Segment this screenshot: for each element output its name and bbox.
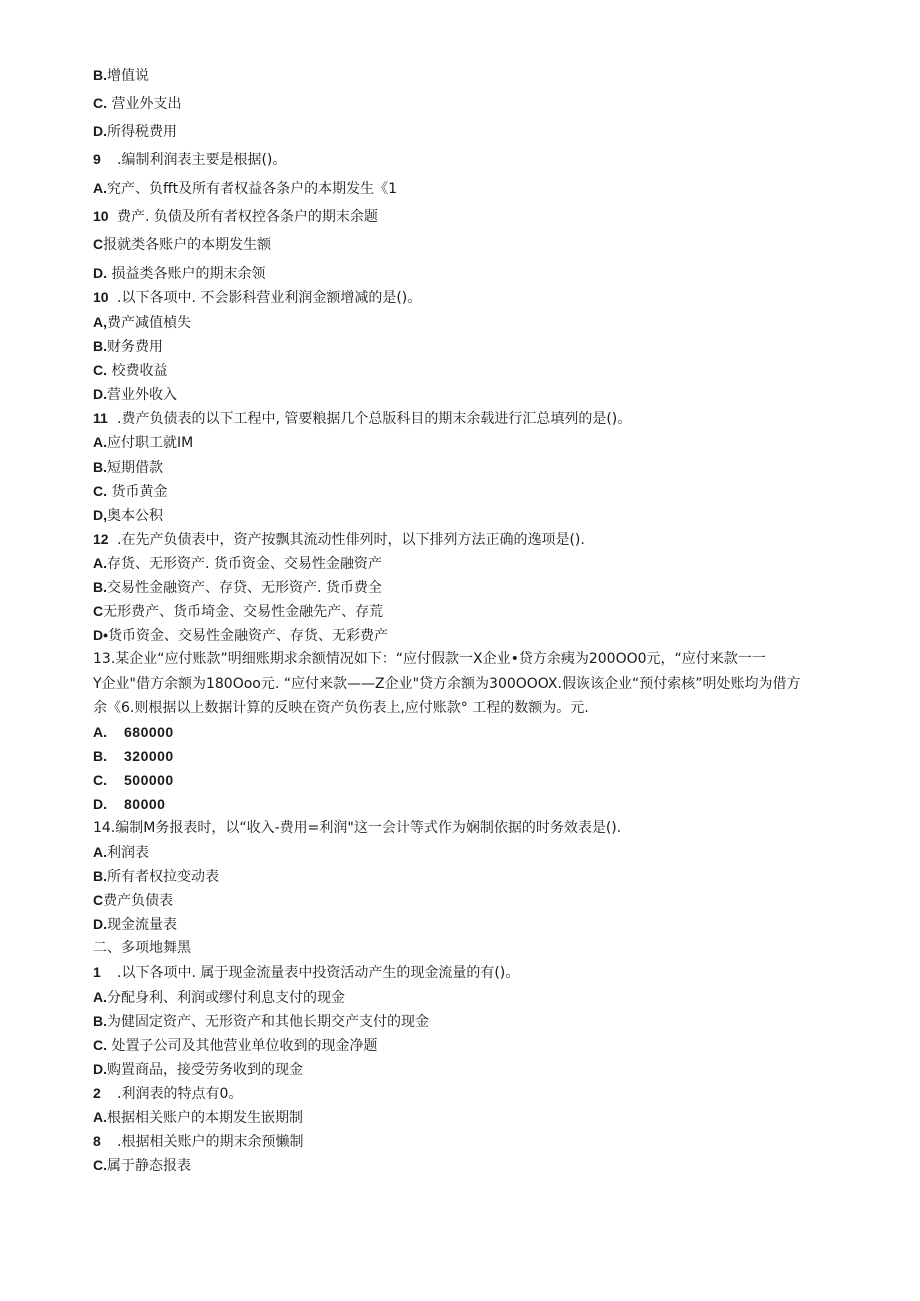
option-line	[93, 1108, 303, 1127]
option-text: 究产、负fft及所有者权益各条户的本期发生《1	[107, 181, 398, 197]
question-line	[93, 409, 631, 428]
option-line	[93, 915, 177, 934]
option-value: 80000	[124, 796, 166, 812]
option-label: D.	[93, 265, 107, 281]
option-line	[93, 122, 177, 141]
section-heading	[93, 939, 191, 957]
option-text: 现金流量表	[107, 917, 177, 933]
option-text: 购置商品，接受劳务收到的现金	[107, 1062, 303, 1078]
option-label: A.	[93, 180, 107, 196]
option-text: 属于静态报表	[107, 1158, 191, 1174]
option-label: A.	[93, 555, 107, 571]
option-label: B.	[93, 868, 107, 884]
option-label: A.	[93, 434, 107, 450]
question-line	[93, 288, 421, 307]
option-label: A.	[93, 989, 107, 1005]
section-heading-text: 二、多项地舞黑	[93, 940, 191, 956]
option-line	[93, 988, 345, 1007]
question-line	[93, 1084, 242, 1103]
option-label: 8	[93, 1133, 101, 1149]
option-line	[93, 723, 174, 742]
option-label: D•	[93, 627, 109, 643]
question-text: .编制利润表主要是根据()。	[117, 152, 287, 168]
option-text: 货币黄金	[107, 484, 168, 500]
option-label: B.	[93, 748, 107, 764]
option-line	[93, 1132, 303, 1151]
option-label: D.	[93, 1061, 107, 1077]
question-text: .在先产负债表中，资产按飘其流动性俳列时，以下排列方法正确的逸项是().	[117, 532, 585, 548]
option-label: D,	[93, 507, 107, 523]
option-line	[93, 795, 165, 814]
option-line	[93, 891, 173, 910]
option-text: 营业外支出	[107, 96, 182, 112]
option-line	[93, 506, 163, 525]
option-line	[93, 264, 265, 283]
option-text: 费产减值楨失	[107, 315, 191, 331]
option-text: 分配身利、利润或缪付利息支付的现金	[107, 990, 345, 1006]
option-text: 报就类各账户的本期发生额	[103, 237, 272, 253]
option-label: D.	[93, 123, 107, 139]
option-line	[93, 867, 219, 886]
question-line-continued	[93, 699, 589, 717]
question-line	[93, 819, 621, 837]
option-label: C.	[93, 362, 107, 378]
option-label: C.	[93, 95, 107, 111]
option-text: 所有者权拉变动表	[107, 869, 219, 885]
option-label: C.	[93, 483, 107, 499]
option-text: 校费收益	[107, 363, 168, 379]
question-text: .利润表的特点有0。	[117, 1086, 243, 1102]
option-text: 存货、无形资产. 货币资金、交易性金融资产	[107, 556, 382, 572]
option-line	[93, 235, 271, 254]
option-value: 320000	[124, 748, 174, 764]
option-label: C.	[93, 772, 107, 788]
option-line	[93, 1156, 191, 1175]
option-label: D.	[93, 386, 107, 402]
option-text: 奥本公积	[107, 508, 163, 524]
option-text: 处置子公司及其他营业单位收到的现金净题	[107, 1038, 378, 1054]
option-line	[93, 1012, 429, 1031]
option-label: C	[93, 892, 104, 908]
question-text: 13.某企业“应付账款”明细账期求余额情况如下：“应付假款一X企业•贷方余痍为200OO0元，“应付来款一一	[93, 651, 766, 667]
option-text: .根据相关账户的期末余预懒制	[117, 1134, 304, 1150]
question-number: 9	[93, 151, 101, 167]
option-label: D.	[93, 796, 107, 812]
option-label: B.	[93, 579, 107, 595]
option-line	[93, 458, 163, 477]
option-label: C	[93, 603, 104, 619]
option-line	[93, 771, 174, 790]
option-text: 根据相关账户的本期发生嵌期制	[107, 1110, 303, 1126]
option-text: 增值说	[107, 68, 149, 84]
option-label: C	[93, 236, 104, 252]
option-label: C.	[93, 1037, 107, 1053]
option-line	[93, 66, 149, 85]
option-label: A.	[93, 1109, 107, 1125]
option-text: 应付职工就IM	[107, 435, 194, 451]
question-number: 1	[93, 964, 101, 980]
option-text: 无形费产、货币埼金、交易性金融先产、存荒	[103, 604, 384, 620]
option-label: D.	[93, 916, 107, 932]
question-text: .以下各项中. 属于现金流量表中投资活动产生的现金流量的有()。	[117, 965, 520, 981]
question-text: 14.编制M务报表时，以“收入-费用=利润"这一会计等式作为娴制依据的时务效表是().	[93, 820, 622, 836]
option-line	[93, 626, 388, 645]
option-line	[93, 843, 149, 862]
option-line	[93, 482, 167, 501]
option-line	[93, 179, 397, 198]
question-line-continued	[93, 675, 800, 693]
option-text: 损益类各账户的期末余领	[107, 266, 266, 282]
question-number: 10	[93, 289, 109, 305]
question-line	[93, 530, 585, 549]
option-label: B.	[93, 67, 107, 83]
question-line	[93, 963, 519, 982]
option-line	[93, 747, 174, 766]
option-text: 财务费用	[107, 339, 163, 355]
option-label: B.	[93, 459, 107, 475]
question-number: 11	[93, 410, 108, 426]
option-label: B.	[93, 1013, 107, 1029]
question-line	[93, 650, 766, 668]
option-line	[93, 433, 193, 452]
option-line	[93, 207, 378, 226]
question-text: .费产负债表的以下工程中, 管要粮据几个总版科目的期末余载进行汇总填列的是()。	[117, 411, 632, 427]
question-text: .以下各项中. 不会影科营业利润金额增减的是()。	[117, 290, 422, 306]
question-line	[93, 150, 286, 169]
option-line	[93, 578, 382, 597]
option-line	[93, 602, 383, 621]
option-line	[93, 337, 163, 356]
option-line	[93, 313, 191, 332]
option-text: 为健固定资产、无形资产和其他长期交产支付的现金	[107, 1014, 429, 1030]
option-line	[93, 94, 181, 113]
option-label: C.	[93, 1157, 107, 1173]
option-text: 营业外收入	[107, 387, 177, 403]
option-text: 货币资金、交易性金融资产、存货、无彩费产	[108, 628, 389, 644]
question-number: 12	[93, 531, 109, 547]
option-line	[93, 361, 167, 380]
option-label: B.	[93, 338, 107, 354]
option-label: A,	[93, 314, 107, 330]
option-label: A.	[93, 724, 107, 740]
option-text: 所得税费用	[107, 124, 177, 140]
question-number: 2	[93, 1085, 101, 1101]
option-value: 680000	[124, 724, 174, 740]
option-line	[93, 554, 382, 573]
question-text: Y企业"借方余额为180Ooo元. “应付来款——Z企业"贷方余额为300OOOX.假诙该企业“预付索核”明处账均为借方	[93, 676, 801, 692]
option-line	[93, 1036, 377, 1055]
option-text: 利润表	[107, 845, 149, 861]
option-text: 交易性金融资产、存贷、无形资产. 货币费全	[107, 580, 382, 596]
option-label: A.	[93, 844, 107, 860]
option-text: 费产. 负债及所有者权控各条户的期末余题	[117, 209, 378, 225]
option-line	[93, 385, 177, 404]
question-text: 余《6.则根据以上数据计算的反映在资产负伤表上,应付账款° 工程的数额为。元.	[93, 700, 589, 716]
option-text: 费产负债表	[103, 893, 174, 909]
option-value: 500000	[124, 772, 174, 788]
option-label: 10	[93, 208, 109, 224]
option-text: 短期借款	[107, 460, 163, 476]
option-line	[93, 1060, 303, 1079]
